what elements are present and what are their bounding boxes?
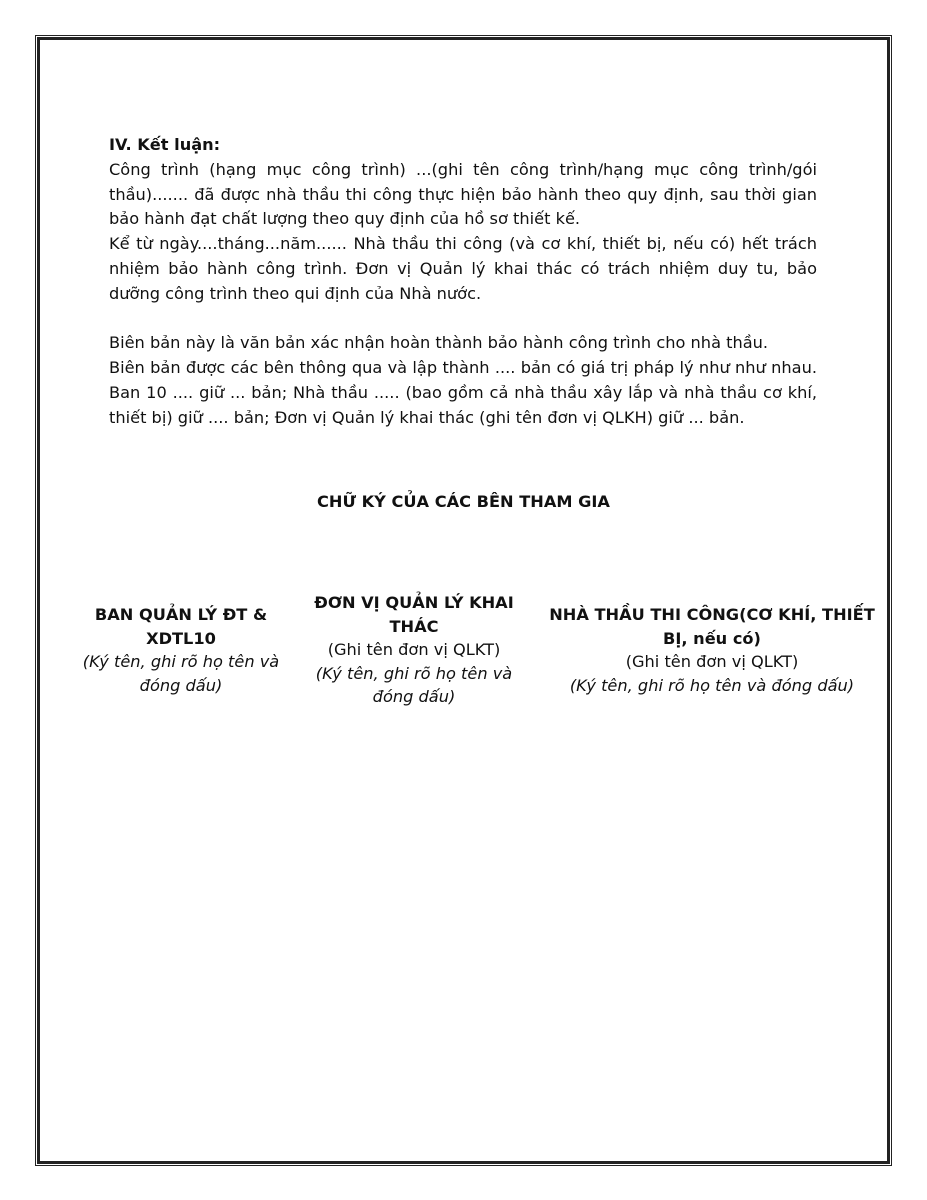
signature-block-operating-unit (303, 591, 525, 709)
section-heading: IV. Kết luận: (109, 135, 221, 154)
signature-instruction: (Ký tên, ghi rõ họ tên và đóng dấu) (82, 652, 280, 695)
signature-instruction: (Ký tên, ghi rõ họ tên và đóng dấu) (315, 663, 513, 706)
conclusion-paragraph-confirmation: Biên bản này là văn bản xác nhận hoàn thành bảo hành công trình cho nhà thầu. (109, 333, 769, 353)
paragraph-spacer (109, 307, 817, 332)
conclusion-paragraph-responsibility: Kể từ ngày....tháng...năm...... Nhà thầu thi công (và cơ khí, thiết bị, nếu có) hết trách nhiệm bảo hành công trình. Đơn vị Quản lý khai thác có trách nhiệm duy tu, bảo dưỡng công trình theo qui định của Nhà nước. (109, 234, 817, 303)
party-name: NHÀ THẦU THI CÔNG(CƠ KHÍ, THIẾT BỊ, nếu có) (549, 605, 875, 648)
conclusion-section (109, 133, 817, 431)
party-subtitle: (Ghi tên đơn vị QLKT) (625, 652, 799, 671)
party-subtitle: (Ghi tên đơn vị QLKT) (327, 640, 501, 659)
party-name: BAN QUẢN LÝ ĐT & XDTL10 (94, 605, 268, 648)
signature-block-contractor (537, 603, 887, 697)
signature-block-management-board (75, 603, 287, 697)
signatures-title: CHỮ KÝ CỦA CÁC BÊN THAM GIA (317, 492, 610, 511)
signature-instruction: (Ký tên, ghi rõ họ tên và đóng dấu) (569, 675, 855, 695)
conclusion-paragraph-warranty: Công trình (hạng mục công trình) ...(ghi tên công trình/hạng mục công trình/gói thầu)....... đã được nhà thầu thi công thực hiện bảo hành theo quy định, sau thời gian bảo hành đạt chất lượng theo quy định của hồ sơ thiết kế. (109, 159, 817, 229)
party-name: ĐƠN VỊ QUẢN LÝ KHAI THÁC (314, 593, 514, 636)
conclusion-paragraph-copies: Biên bản được các bên thông qua và lập thành .... bản có giá trị pháp lý như như nhau. Ban 10 .... giữ ... bản; Nhà thầu ..... (bao gồm cả nhà thầu xây lắp và nhà thầu cơ khí, thiết bị) giữ .... bản; Đơn vị Quản lý khai thác (ghi tên đơn vị QLKH) giữ ... bản. (109, 358, 817, 427)
